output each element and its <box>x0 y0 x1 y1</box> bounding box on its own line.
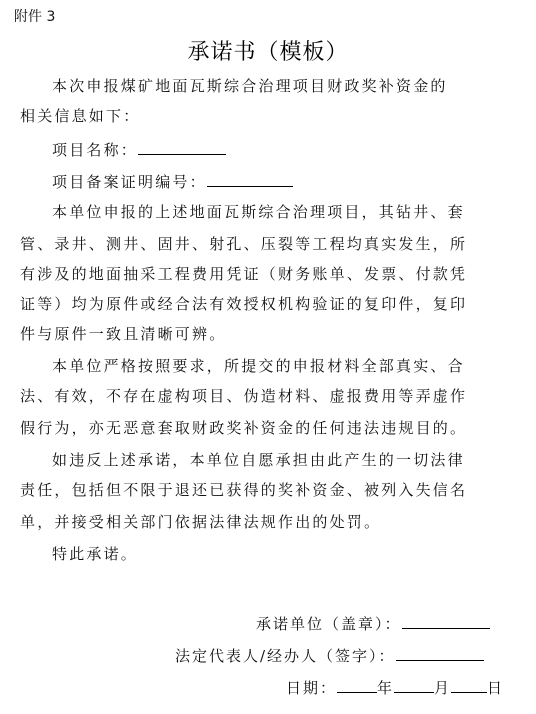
paragraph-line: 责任，包括但不限于退还已获得的奖补资金、被列入失信名 <box>20 481 468 499</box>
year-label: 年 <box>377 679 395 697</box>
paragraph-line: 管、录井、测井、固井、射孔、压裂等工程均真实发生，所 <box>20 235 468 253</box>
unit-seal-row <box>256 612 490 634</box>
day-label: 日 <box>487 679 505 697</box>
project-filing-row <box>52 170 293 192</box>
paragraph-line: 如违反上述承诺，本单位自愿承担由此产生的一切法律 <box>52 451 465 469</box>
project-name-row <box>52 138 226 160</box>
paragraph-line: 本单位严格按照要求，所提交的申报材料全部真实、合 <box>52 357 465 375</box>
representative-blank <box>396 644 484 661</box>
project-filing-label: 项目备案证明编号： <box>52 173 207 191</box>
unit-seal-label: 承诺单位（盖章）： <box>256 615 402 633</box>
paragraph-line: 本次申报煤矿地面瓦斯综合治理项目财政奖补资金的 <box>52 77 448 95</box>
paragraph-line: 假行为，亦无恶意套取财政奖补资金的任何违法违规目的。 <box>20 419 468 437</box>
project-name-label: 项目名称： <box>52 141 139 159</box>
attachment-label: 附件 3 <box>14 9 56 25</box>
project-filing-blank <box>207 170 293 187</box>
paragraph-line: 本单位申报的上述地面瓦斯综合治理项目，其钻井、套 <box>52 203 465 221</box>
paragraph-line: 相关信息如下： <box>20 107 141 125</box>
year-blank <box>337 676 377 693</box>
paragraph-line: 法、有效，不存在虚构项目、伪造材料、虚报费用等弄虚作 <box>20 387 468 405</box>
date-label: 日期： <box>286 679 338 697</box>
day-blank <box>451 676 487 693</box>
paragraph-line: 单，并接受相关部门依据法律法规作出的处罚。 <box>20 513 382 531</box>
paragraph-line: 证等）均为原件或经合法有效授权机构验证的复印件，复印 <box>20 295 468 313</box>
representative-row <box>175 644 484 666</box>
project-name-blank <box>138 138 226 155</box>
unit-seal-blank <box>402 612 490 629</box>
representative-label: 法定代表人/经办人（签字）： <box>175 647 396 665</box>
paragraph-line: 件与原件一致且清晰可辨。 <box>20 325 227 343</box>
closing-line: 特此承诺。 <box>52 545 139 563</box>
page-title: 承诺书（模板） <box>187 40 349 65</box>
month-blank <box>394 676 434 693</box>
paragraph-line: 有涉及的地面抽采工程费用凭证（财务账单、发票、付款凭 <box>20 265 468 283</box>
month-label: 月 <box>434 679 452 697</box>
date-row <box>286 676 504 698</box>
